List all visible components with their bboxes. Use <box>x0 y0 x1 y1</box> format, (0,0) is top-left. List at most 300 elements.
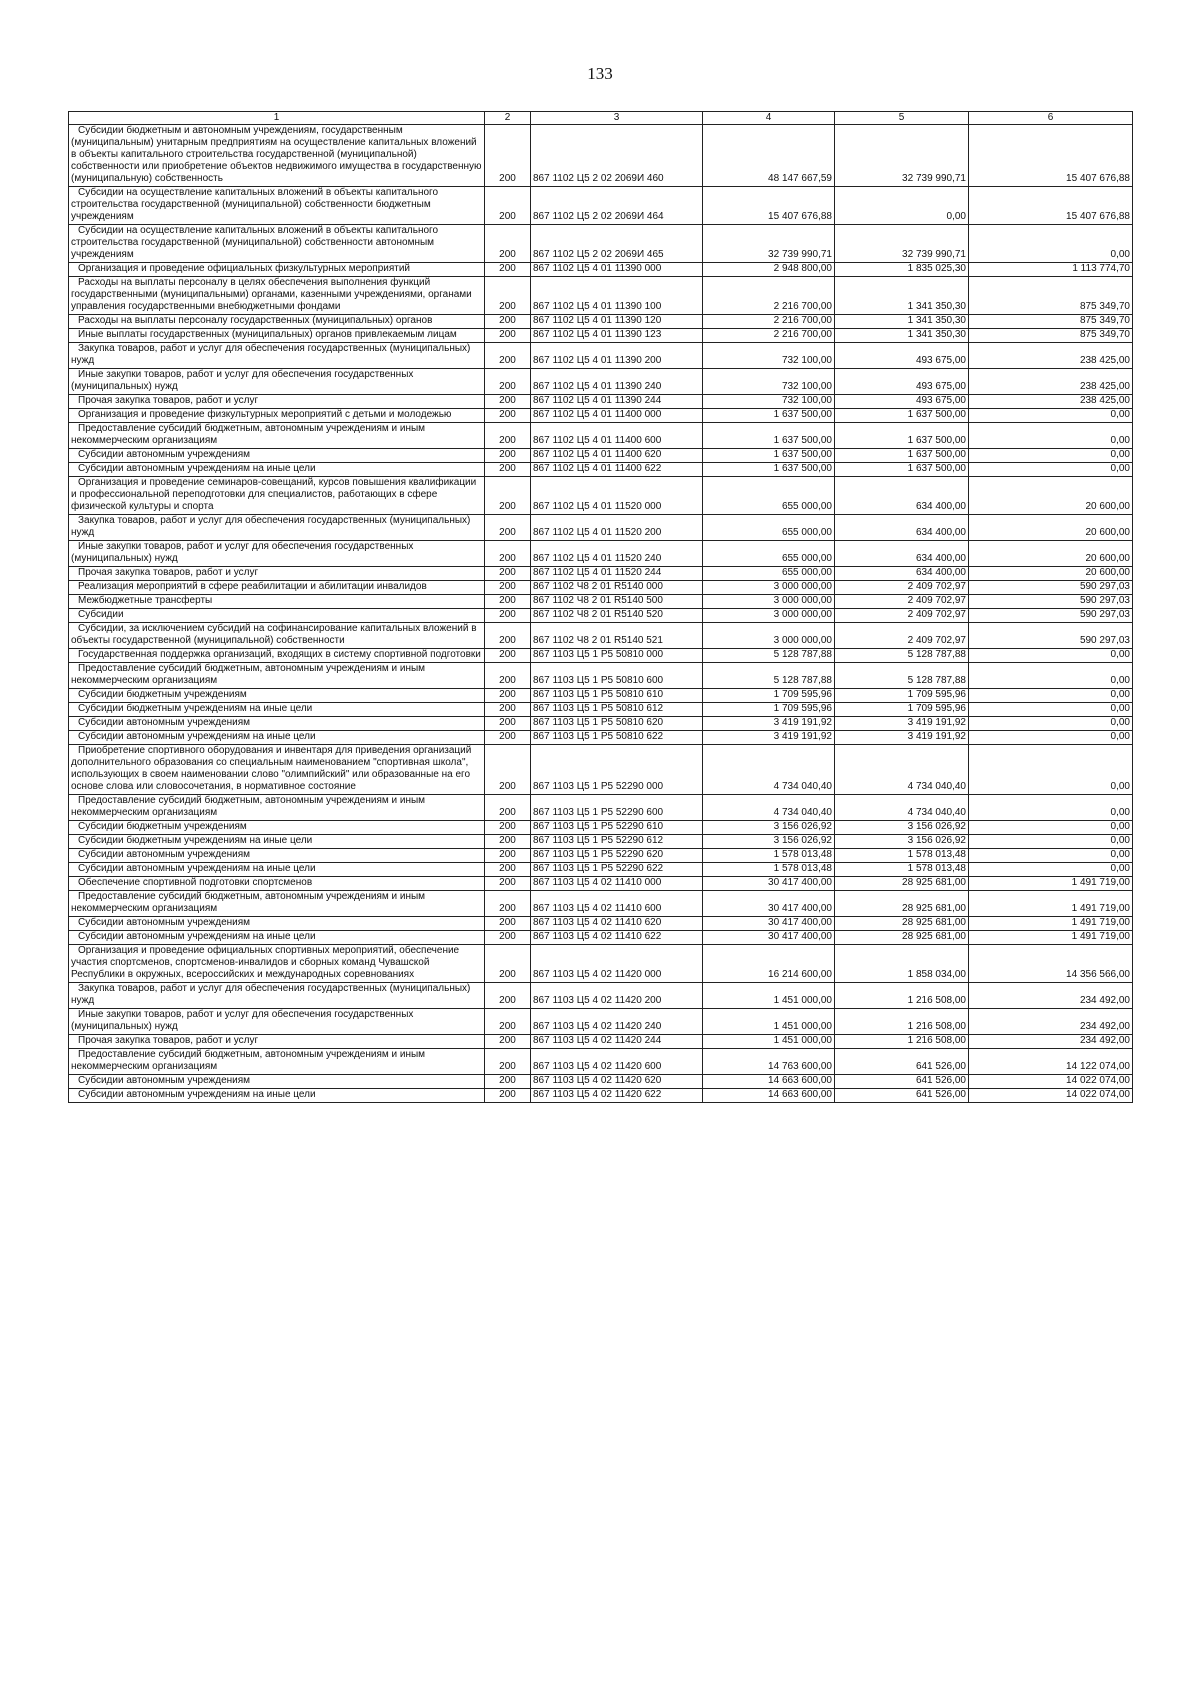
row-budget-code: 867 1103 Ц5 4 02 11420 620 <box>531 1075 703 1089</box>
row-value-executed: 634 400,00 <box>835 477 969 515</box>
table-row <box>69 931 1133 945</box>
row-value-remainder: 875 349,70 <box>969 315 1133 329</box>
row-budget-code: 867 1103 Ц5 4 02 11420 622 <box>531 1089 703 1103</box>
row-value-planned: 5 128 787,88 <box>703 649 835 663</box>
row-value-planned: 16 214 600,00 <box>703 945 835 983</box>
row-value-executed: 32 739 990,71 <box>835 225 969 263</box>
row-value-executed: 634 400,00 <box>835 515 969 541</box>
row-value-remainder: 0,00 <box>969 463 1133 477</box>
row-budget-code: 867 1102 Ц5 4 01 11390 244 <box>531 395 703 409</box>
row-value-remainder: 1 113 774,70 <box>969 263 1133 277</box>
row-value-planned: 732 100,00 <box>703 369 835 395</box>
row-value-executed: 1 858 034,00 <box>835 945 969 983</box>
row-value-planned: 655 000,00 <box>703 515 835 541</box>
row-admin-code: 200 <box>485 745 531 795</box>
table-row <box>69 983 1133 1009</box>
row-budget-code: 867 1103 Ц5 1 Р5 52290 600 <box>531 795 703 821</box>
row-admin-code: 200 <box>485 717 531 731</box>
row-value-planned: 30 417 400,00 <box>703 891 835 917</box>
table-row <box>69 225 1133 263</box>
row-admin-code: 200 <box>485 689 531 703</box>
row-value-executed: 5 128 787,88 <box>835 663 969 689</box>
row-admin-code: 200 <box>485 835 531 849</box>
table-row <box>69 567 1133 581</box>
row-description: Субсидии автономным учреждениям <box>69 449 485 463</box>
table-row <box>69 945 1133 983</box>
row-value-planned: 1 637 500,00 <box>703 409 835 423</box>
row-value-executed: 2 409 702,97 <box>835 623 969 649</box>
table-row <box>69 1075 1133 1089</box>
row-value-executed: 1 578 013,48 <box>835 863 969 877</box>
row-value-remainder: 238 425,00 <box>969 369 1133 395</box>
row-value-executed: 28 925 681,00 <box>835 877 969 891</box>
row-value-remainder: 0,00 <box>969 795 1133 821</box>
row-value-remainder: 14 122 074,00 <box>969 1049 1133 1075</box>
row-budget-code: 867 1103 Ц5 1 Р5 52290 610 <box>531 821 703 835</box>
table-row <box>69 1009 1133 1035</box>
row-description: Предоставление субсидий бюджетным, автономным учреждениям и иным некоммерческим организациям <box>69 663 485 689</box>
row-value-planned: 3 000 000,00 <box>703 609 835 623</box>
row-description: Субсидии бюджетным учреждениям на иные цели <box>69 703 485 717</box>
row-value-remainder: 20 600,00 <box>969 515 1133 541</box>
table-row <box>69 315 1133 329</box>
row-description: Субсидии автономным учреждениям на иные цели <box>69 931 485 945</box>
table-row <box>69 849 1133 863</box>
row-description: Субсидии автономным учреждениям на иные цели <box>69 463 485 477</box>
row-value-planned: 5 128 787,88 <box>703 663 835 689</box>
table-row <box>69 917 1133 931</box>
row-description: Организация и проведение физкультурных мероприятий с детьми и молодежью <box>69 409 485 423</box>
row-value-executed: 1 341 350,30 <box>835 329 969 343</box>
row-admin-code: 200 <box>485 315 531 329</box>
row-value-planned: 14 663 600,00 <box>703 1089 835 1103</box>
row-admin-code: 200 <box>485 863 531 877</box>
row-admin-code: 200 <box>485 663 531 689</box>
row-budget-code: 867 1102 Ц5 2 02 2069И 464 <box>531 187 703 225</box>
row-budget-code: 867 1103 Ц5 4 02 11420 000 <box>531 945 703 983</box>
row-value-planned: 1 709 595,96 <box>703 703 835 717</box>
row-value-executed: 634 400,00 <box>835 567 969 581</box>
table-row <box>69 1049 1133 1075</box>
row-admin-code: 200 <box>485 595 531 609</box>
row-description: Субсидии автономным учреждениям <box>69 917 485 931</box>
row-description: Иные закупки товаров, работ и услуг для обеспечения государственных (муниципальных) нужд <box>69 541 485 567</box>
row-description: Организация и проведение официальных физкультурных мероприятий <box>69 263 485 277</box>
row-value-remainder: 0,00 <box>969 849 1133 863</box>
row-admin-code: 200 <box>485 821 531 835</box>
row-value-remainder: 0,00 <box>969 449 1133 463</box>
row-admin-code: 200 <box>485 931 531 945</box>
row-description: Прочая закупка товаров, работ и услуг <box>69 567 485 581</box>
row-value-planned: 14 663 600,00 <box>703 1075 835 1089</box>
row-description: Субсидии <box>69 609 485 623</box>
row-budget-code: 867 1103 Ц5 1 Р5 50810 610 <box>531 689 703 703</box>
row-budget-code: 867 1102 Ч8 2 01 R5140 000 <box>531 581 703 595</box>
row-value-remainder: 0,00 <box>969 863 1133 877</box>
column-header-6: 6 <box>969 112 1133 125</box>
row-value-planned: 1 578 013,48 <box>703 863 835 877</box>
row-value-planned: 2 216 700,00 <box>703 315 835 329</box>
table-row <box>69 717 1133 731</box>
row-description: Субсидии автономным учреждениям <box>69 1075 485 1089</box>
row-value-remainder: 590 297,03 <box>969 609 1133 623</box>
row-description: Субсидии автономным учреждениям на иные цели <box>69 1089 485 1103</box>
row-value-executed: 1 216 508,00 <box>835 983 969 1009</box>
row-description: Закупка товаров, работ и услуг для обеспечения государственных (муниципальных) нужд <box>69 983 485 1009</box>
row-budget-code: 867 1103 Ц5 4 02 11410 622 <box>531 931 703 945</box>
row-value-planned: 3 419 191,92 <box>703 731 835 745</box>
row-value-planned: 4 734 040,40 <box>703 745 835 795</box>
row-value-remainder: 590 297,03 <box>969 581 1133 595</box>
row-admin-code: 200 <box>485 477 531 515</box>
row-value-remainder: 234 492,00 <box>969 1035 1133 1049</box>
table-row <box>69 877 1133 891</box>
row-value-planned: 48 147 667,59 <box>703 125 835 187</box>
row-value-remainder: 1 491 719,00 <box>969 931 1133 945</box>
row-value-executed: 1 637 500,00 <box>835 409 969 423</box>
row-description: Расходы на выплаты персоналу в целях обеспечения выполнения функций государственными (муниципальными) органами, казенными учреждениями, органами управления государственными внебюджетными фондами <box>69 277 485 315</box>
row-value-planned: 2 948 800,00 <box>703 263 835 277</box>
table-row <box>69 689 1133 703</box>
table-row <box>69 515 1133 541</box>
row-budget-code: 867 1102 Ц5 4 01 11390 240 <box>531 369 703 395</box>
row-value-executed: 1 216 508,00 <box>835 1009 969 1035</box>
row-value-planned: 3 000 000,00 <box>703 581 835 595</box>
row-value-executed: 28 925 681,00 <box>835 917 969 931</box>
row-budget-code: 867 1102 Ц5 4 01 11400 622 <box>531 463 703 477</box>
row-value-planned: 3 156 026,92 <box>703 835 835 849</box>
row-value-executed: 28 925 681,00 <box>835 891 969 917</box>
row-description: Государственная поддержка организаций, входящих в систему спортивной подготовки <box>69 649 485 663</box>
page-number: 133 <box>587 64 613 83</box>
row-admin-code: 200 <box>485 541 531 567</box>
row-value-planned: 1 578 013,48 <box>703 849 835 863</box>
row-admin-code: 200 <box>485 917 531 931</box>
table-row <box>69 1089 1133 1103</box>
row-value-remainder: 0,00 <box>969 423 1133 449</box>
row-value-remainder: 875 349,70 <box>969 277 1133 315</box>
budget-table <box>68 111 1133 1103</box>
row-admin-code: 200 <box>485 703 531 717</box>
row-value-executed: 32 739 990,71 <box>835 125 969 187</box>
row-budget-code: 867 1102 Ч8 2 01 R5140 500 <box>531 595 703 609</box>
row-value-executed: 641 526,00 <box>835 1089 969 1103</box>
row-value-remainder: 1 491 719,00 <box>969 877 1133 891</box>
row-budget-code: 867 1102 Ц5 4 01 11520 000 <box>531 477 703 515</box>
row-admin-code: 200 <box>485 567 531 581</box>
row-budget-code: 867 1102 Ц5 2 02 2069И 460 <box>531 125 703 187</box>
row-budget-code: 867 1102 Ц5 4 01 11390 200 <box>531 343 703 369</box>
row-admin-code: 200 <box>485 343 531 369</box>
row-value-executed: 641 526,00 <box>835 1075 969 1089</box>
row-value-planned: 30 417 400,00 <box>703 877 835 891</box>
row-description: Иные закупки товаров, работ и услуг для обеспечения государственных (муниципальных) нужд <box>69 369 485 395</box>
row-value-remainder: 0,00 <box>969 821 1133 835</box>
row-budget-code: 867 1102 Ц5 4 01 11520 240 <box>531 541 703 567</box>
row-value-planned: 2 216 700,00 <box>703 277 835 315</box>
row-budget-code: 867 1103 Ц5 1 Р5 52290 620 <box>531 849 703 863</box>
row-value-remainder: 20 600,00 <box>969 477 1133 515</box>
row-description: Прочая закупка товаров, работ и услуг <box>69 395 485 409</box>
row-admin-code: 200 <box>485 891 531 917</box>
row-value-planned: 3 000 000,00 <box>703 595 835 609</box>
row-value-remainder: 234 492,00 <box>969 983 1133 1009</box>
row-value-remainder: 238 425,00 <box>969 395 1133 409</box>
table-row <box>69 703 1133 717</box>
table-row <box>69 609 1133 623</box>
row-admin-code: 200 <box>485 449 531 463</box>
row-value-executed: 493 675,00 <box>835 395 969 409</box>
table-row <box>69 423 1133 449</box>
row-budget-code: 867 1103 Ц5 1 Р5 52290 000 <box>531 745 703 795</box>
table-row <box>69 277 1133 315</box>
table-row <box>69 663 1133 689</box>
row-value-executed: 1 341 350,30 <box>835 315 969 329</box>
row-value-remainder: 0,00 <box>969 745 1133 795</box>
column-header-2: 2 <box>485 112 531 125</box>
row-admin-code: 200 <box>485 409 531 423</box>
row-budget-code: 867 1103 Ц5 4 02 11410 000 <box>531 877 703 891</box>
row-value-planned: 15 407 676,88 <box>703 187 835 225</box>
row-description: Прочая закупка товаров, работ и услуг <box>69 1035 485 1049</box>
row-value-executed: 2 409 702,97 <box>835 581 969 595</box>
row-value-planned: 2 216 700,00 <box>703 329 835 343</box>
row-value-remainder: 0,00 <box>969 663 1133 689</box>
row-value-executed: 3 156 026,92 <box>835 821 969 835</box>
row-value-remainder: 0,00 <box>969 731 1133 745</box>
row-budget-code: 867 1102 Ц5 4 01 11400 000 <box>531 409 703 423</box>
row-value-executed: 1 835 025,30 <box>835 263 969 277</box>
row-budget-code: 867 1102 Ц5 4 01 11390 120 <box>531 315 703 329</box>
row-value-remainder: 0,00 <box>969 225 1133 263</box>
row-value-planned: 655 000,00 <box>703 477 835 515</box>
table-row <box>69 581 1133 595</box>
row-value-remainder: 0,00 <box>969 835 1133 849</box>
row-budget-code: 867 1103 Ц5 4 02 11410 600 <box>531 891 703 917</box>
table-row <box>69 649 1133 663</box>
table-row <box>69 623 1133 649</box>
row-admin-code: 200 <box>485 187 531 225</box>
table-row <box>69 541 1133 567</box>
row-value-remainder: 590 297,03 <box>969 595 1133 609</box>
table-row <box>69 187 1133 225</box>
row-value-remainder: 0,00 <box>969 717 1133 731</box>
row-value-executed: 3 156 026,92 <box>835 835 969 849</box>
row-value-remainder: 14 022 074,00 <box>969 1089 1133 1103</box>
row-value-remainder: 0,00 <box>969 409 1133 423</box>
row-value-remainder: 1 491 719,00 <box>969 917 1133 931</box>
row-budget-code: 867 1102 Ц5 4 01 11390 123 <box>531 329 703 343</box>
row-budget-code: 867 1102 Ч8 2 01 R5140 520 <box>531 609 703 623</box>
table-row <box>69 595 1133 609</box>
row-budget-code: 867 1103 Ц5 1 Р5 50810 600 <box>531 663 703 689</box>
row-description: Субсидии, за исключением субсидий на софинансирование капитальных вложений в объекты государственной (муниципальной) собственности <box>69 623 485 649</box>
row-value-executed: 4 734 040,40 <box>835 795 969 821</box>
row-value-planned: 732 100,00 <box>703 343 835 369</box>
row-budget-code: 867 1103 Ц5 4 02 11420 200 <box>531 983 703 1009</box>
row-description: Организация и проведение семинаров-совещаний, курсов повышения квалификации и профессиональной переподготовки для специалистов, работающих в сфере физической культуры и спорта <box>69 477 485 515</box>
row-description: Обеспечение спортивной подготовки спортсменов <box>69 877 485 891</box>
row-admin-code: 200 <box>485 609 531 623</box>
row-value-remainder: 20 600,00 <box>969 541 1133 567</box>
row-value-planned: 1 637 500,00 <box>703 449 835 463</box>
row-admin-code: 200 <box>485 125 531 187</box>
row-budget-code: 867 1102 Ц5 4 01 11520 200 <box>531 515 703 541</box>
row-description: Организация и проведение официальных спортивных мероприятий, обеспечение участия спортсменов, спортсменов-инвалидов и сборных команд Чувашской Республики в окружных, всероссийских и международных соревнованиях <box>69 945 485 983</box>
table-body <box>69 125 1133 1103</box>
row-value-planned: 655 000,00 <box>703 567 835 581</box>
row-admin-code: 200 <box>485 515 531 541</box>
row-budget-code: 867 1102 Ц5 4 01 11400 620 <box>531 449 703 463</box>
row-admin-code: 200 <box>485 849 531 863</box>
row-admin-code: 200 <box>485 1075 531 1089</box>
row-value-remainder: 0,00 <box>969 703 1133 717</box>
row-value-executed: 1 709 595,96 <box>835 689 969 703</box>
row-value-executed: 641 526,00 <box>835 1049 969 1075</box>
row-description: Межбюджетные трансферты <box>69 595 485 609</box>
row-value-executed: 493 675,00 <box>835 369 969 395</box>
row-admin-code: 200 <box>485 945 531 983</box>
row-description: Субсидии автономным учреждениям на иные цели <box>69 863 485 877</box>
row-budget-code: 867 1103 Ц5 1 Р5 50810 612 <box>531 703 703 717</box>
row-budget-code: 867 1103 Ц5 4 02 11420 240 <box>531 1009 703 1035</box>
row-description: Закупка товаров, работ и услуг для обеспечения государственных (муниципальных) нужд <box>69 515 485 541</box>
row-description: Субсидии на осуществление капитальных вложений в объекты капитального строительства государственной (муниципальной) собственности бюджетным учреждениям <box>69 187 485 225</box>
row-budget-code: 867 1103 Ц5 1 Р5 52290 612 <box>531 835 703 849</box>
row-value-executed: 2 409 702,97 <box>835 609 969 623</box>
row-value-planned: 1 637 500,00 <box>703 463 835 477</box>
column-header-1: 1 <box>69 112 485 125</box>
table-row <box>69 449 1133 463</box>
row-admin-code: 200 <box>485 1009 531 1035</box>
table-row <box>69 745 1133 795</box>
table-row <box>69 1035 1133 1049</box>
row-value-planned: 3 000 000,00 <box>703 623 835 649</box>
row-value-planned: 32 739 990,71 <box>703 225 835 263</box>
row-budget-code: 867 1103 Ц5 1 Р5 50810 620 <box>531 717 703 731</box>
row-value-remainder: 238 425,00 <box>969 343 1133 369</box>
row-budget-code: 867 1103 Ц5 4 02 11420 244 <box>531 1035 703 1049</box>
row-value-planned: 4 734 040,40 <box>703 795 835 821</box>
table-row <box>69 343 1133 369</box>
row-admin-code: 200 <box>485 581 531 595</box>
row-value-executed: 2 409 702,97 <box>835 595 969 609</box>
table-row <box>69 891 1133 917</box>
row-admin-code: 200 <box>485 225 531 263</box>
row-value-remainder: 14 022 074,00 <box>969 1075 1133 1089</box>
row-admin-code: 200 <box>485 1035 531 1049</box>
table-row <box>69 369 1133 395</box>
row-budget-code: 867 1103 Ц5 4 02 11420 600 <box>531 1049 703 1075</box>
row-value-planned: 655 000,00 <box>703 541 835 567</box>
row-value-planned: 30 417 400,00 <box>703 931 835 945</box>
row-admin-code: 200 <box>485 877 531 891</box>
table-row <box>69 263 1133 277</box>
row-value-remainder: 1 491 719,00 <box>969 891 1133 917</box>
row-value-planned: 1 451 000,00 <box>703 983 835 1009</box>
row-value-planned: 3 156 026,92 <box>703 821 835 835</box>
table-row <box>69 821 1133 835</box>
row-admin-code: 200 <box>485 369 531 395</box>
row-value-remainder: 0,00 <box>969 649 1133 663</box>
row-budget-code: 867 1102 Ц5 4 01 11520 244 <box>531 567 703 581</box>
column-header-5: 5 <box>835 112 969 125</box>
row-value-remainder: 234 492,00 <box>969 1009 1133 1035</box>
row-budget-code: 867 1102 Ц5 4 01 11390 100 <box>531 277 703 315</box>
row-value-planned: 3 419 191,92 <box>703 717 835 731</box>
table-row <box>69 835 1133 849</box>
row-value-executed: 0,00 <box>835 187 969 225</box>
row-budget-code: 867 1102 Ц5 4 01 11400 600 <box>531 423 703 449</box>
row-value-executed: 1 637 500,00 <box>835 449 969 463</box>
row-value-remainder: 14 356 566,00 <box>969 945 1133 983</box>
row-admin-code: 200 <box>485 795 531 821</box>
row-description: Субсидии на осуществление капитальных вложений в объекты капитального строительства государственной (муниципальной) собственности автономным учреждениям <box>69 225 485 263</box>
row-admin-code: 200 <box>485 423 531 449</box>
row-value-executed: 1 341 350,30 <box>835 277 969 315</box>
table-row <box>69 329 1133 343</box>
row-value-planned: 1 451 000,00 <box>703 1009 835 1035</box>
row-admin-code: 200 <box>485 463 531 477</box>
row-description: Предоставление субсидий бюджетным, автономным учреждениям и иным некоммерческим организациям <box>69 423 485 449</box>
row-description: Иные выплаты государственных (муниципальных) органов привлекаемым лицам <box>69 329 485 343</box>
row-value-planned: 1 709 595,96 <box>703 689 835 703</box>
row-admin-code: 200 <box>485 277 531 315</box>
row-value-remainder: 15 407 676,88 <box>969 187 1133 225</box>
table-row <box>69 409 1133 423</box>
row-description: Реализация мероприятий в сфере реабилитации и абилитации инвалидов <box>69 581 485 595</box>
row-value-remainder: 875 349,70 <box>969 329 1133 343</box>
row-budget-code: 867 1103 Ц5 1 Р5 50810 000 <box>531 649 703 663</box>
row-description: Субсидии автономным учреждениям <box>69 717 485 731</box>
row-value-executed: 1 216 508,00 <box>835 1035 969 1049</box>
row-budget-code: 867 1103 Ц5 1 Р5 52290 622 <box>531 863 703 877</box>
row-admin-code: 200 <box>485 1049 531 1075</box>
row-value-executed: 28 925 681,00 <box>835 931 969 945</box>
row-value-executed: 634 400,00 <box>835 541 969 567</box>
row-value-remainder: 20 600,00 <box>969 567 1133 581</box>
row-description: Приобретение спортивного оборудования и инвентаря для приведения организаций дополнительного образования со специальным наименованием "спортивная школа", использующих в своем наименовании слово "олимпийский" или образованные на его основе слова или словосочетания, в нормативное состояние <box>69 745 485 795</box>
row-budget-code: 867 1102 Ч8 2 01 R5140 521 <box>531 623 703 649</box>
column-header-3: 3 <box>531 112 703 125</box>
row-value-executed: 1 637 500,00 <box>835 423 969 449</box>
column-number-row <box>69 112 1133 125</box>
row-admin-code: 200 <box>485 329 531 343</box>
row-description: Расходы на выплаты персоналу государственных (муниципальных) органов <box>69 315 485 329</box>
row-description: Субсидии автономным учреждениям на иные цели <box>69 731 485 745</box>
row-budget-code: 867 1102 Ц5 2 02 2069И 465 <box>531 225 703 263</box>
table-row <box>69 125 1133 187</box>
row-description: Субсидии бюджетным учреждениям <box>69 821 485 835</box>
row-admin-code: 200 <box>485 731 531 745</box>
row-admin-code: 200 <box>485 983 531 1009</box>
table-row <box>69 863 1133 877</box>
row-description: Иные закупки товаров, работ и услуг для обеспечения государственных (муниципальных) нужд <box>69 1009 485 1035</box>
row-description: Субсидии бюджетным учреждениям <box>69 689 485 703</box>
row-value-executed: 1 709 595,96 <box>835 703 969 717</box>
table-row <box>69 795 1133 821</box>
row-budget-code: 867 1103 Ц5 4 02 11410 620 <box>531 917 703 931</box>
row-value-executed: 1 637 500,00 <box>835 463 969 477</box>
row-admin-code: 200 <box>485 395 531 409</box>
column-header-4: 4 <box>703 112 835 125</box>
row-admin-code: 200 <box>485 649 531 663</box>
table-row <box>69 477 1133 515</box>
row-value-executed: 4 734 040,40 <box>835 745 969 795</box>
row-budget-code: 867 1102 Ц5 4 01 11390 000 <box>531 263 703 277</box>
row-value-remainder: 0,00 <box>969 689 1133 703</box>
row-admin-code: 200 <box>485 263 531 277</box>
